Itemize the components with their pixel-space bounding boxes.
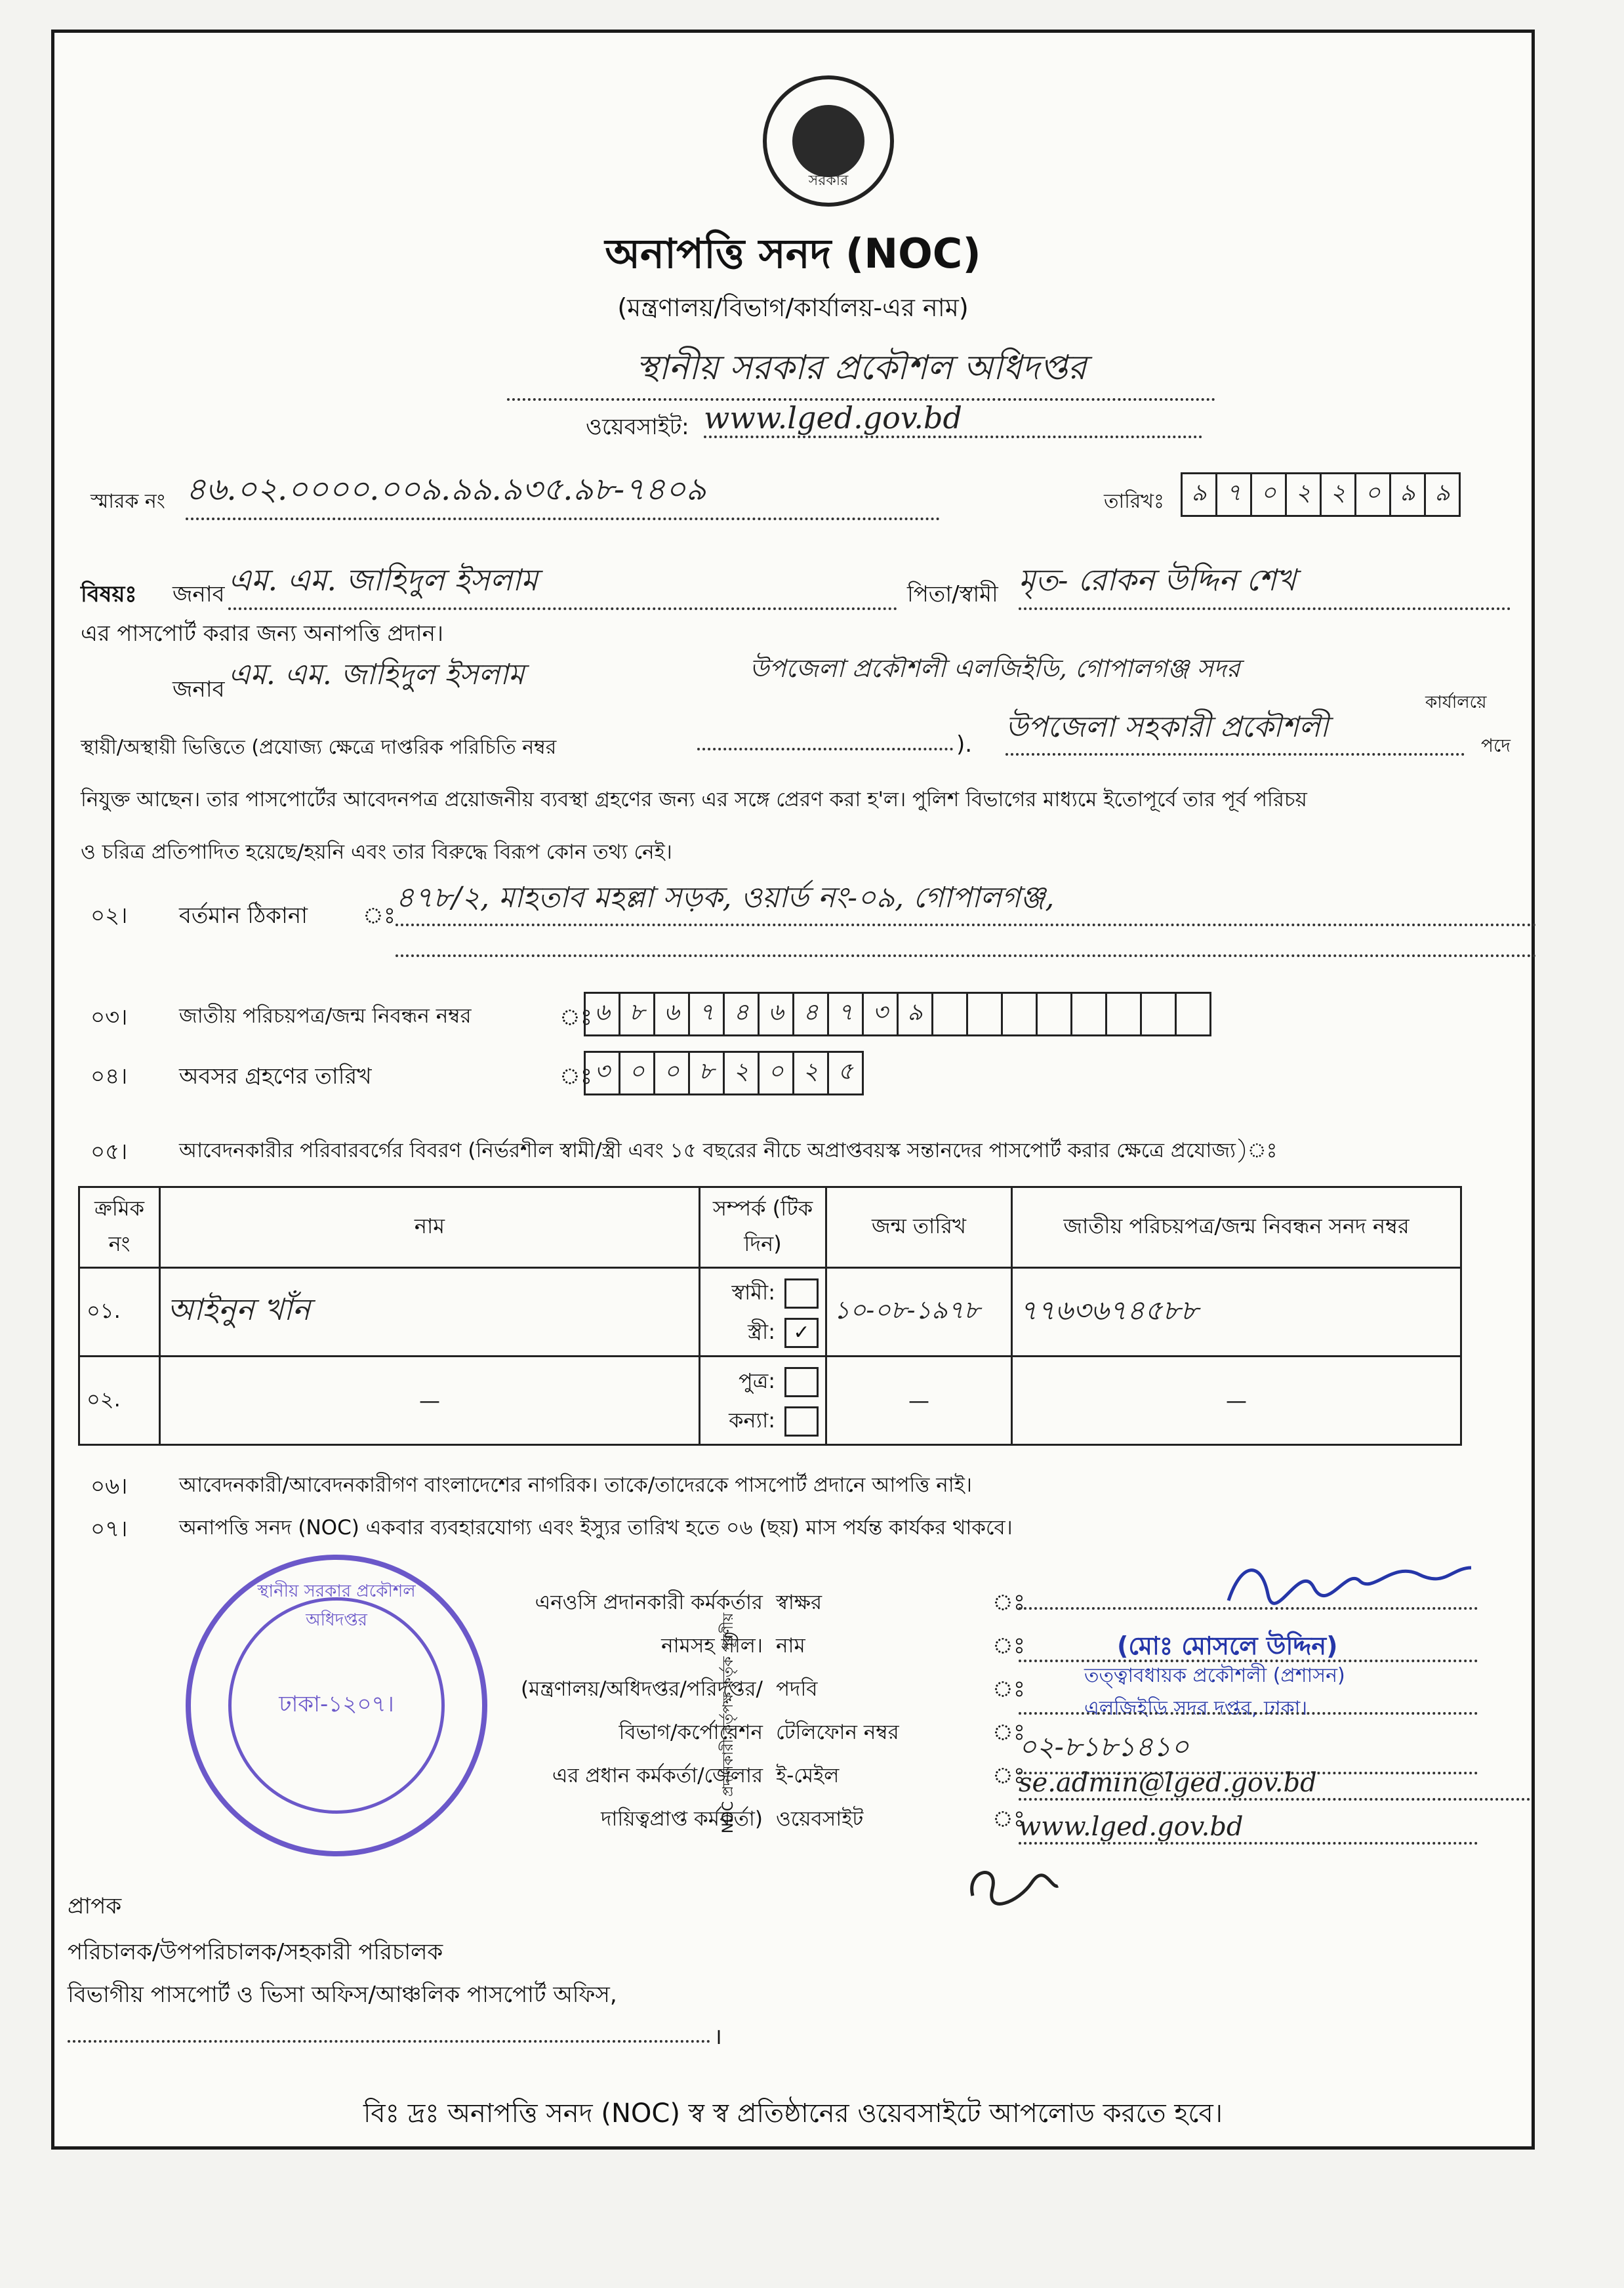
nid-digit-box: ৭: [827, 992, 864, 1036]
recipient-heading: প্রাপক: [68, 1893, 122, 1919]
item-02-number: ০২।: [91, 903, 128, 929]
date-boxes: [1183, 472, 1461, 517]
sign-labels: [776, 1581, 899, 1841]
rel-daughter-label: কন্যা:: [729, 1408, 775, 1433]
item-05-number: ০৫।: [91, 1139, 128, 1165]
signature-icon: [1222, 1548, 1484, 1620]
post-name: উপজেলা সহকারী প্রকৌশলী: [1005, 705, 1465, 756]
close-paren: ).: [956, 731, 973, 758]
item-03-number: ০৩।: [91, 1004, 128, 1031]
rel-son-label: পুত্র:: [738, 1368, 775, 1393]
item-02-colon: ঃ: [363, 903, 396, 929]
rel-husband-checkbox[interactable]: [784, 1278, 819, 1309]
sign-colons: [992, 1581, 1025, 1841]
item-05-label: আবেদনকারীর পরিবারবর্গের বিবরণ (নির্ভরশীল স্বামী/স্ত্রী এবং ১৫ বছরের নীচে অপ্রাপ্তবয়স্ক সন্তানদের পাসপোর্ট করার ক্ষেত্রে প্রযোজ্য)ঃ: [179, 1139, 1278, 1162]
government-seal-icon: [763, 75, 894, 207]
nid-digit-box: [1105, 992, 1142, 1036]
office-id-blank: [697, 748, 953, 750]
retire-digit-box: ০: [758, 1051, 794, 1095]
item-04-colon: ঃ: [559, 1063, 592, 1090]
row-name: আইনুন খাঁন: [160, 1268, 700, 1357]
nid-digit-box: [931, 992, 968, 1036]
para-janab: জনাব: [173, 676, 225, 703]
authority-block: [422, 1581, 763, 1841]
retire-digit-box: ২: [792, 1051, 829, 1095]
authority-line: (মন্ত্রণালয়/অধিদপ্তর/পরিদপ্তর/: [521, 1677, 763, 1701]
date-digit-box: ২: [1320, 472, 1356, 517]
website-field-value: www.lged.gov.bd: [1019, 1812, 1478, 1845]
retire-digit-box: ২: [723, 1051, 760, 1095]
seal-caption: সরকার: [808, 173, 849, 189]
date-digit-box: ০: [1354, 472, 1391, 517]
retire-digit-box: ৮: [688, 1051, 725, 1095]
date-digit-box: ৭: [1215, 472, 1252, 517]
statement-07: অনাপত্তি সনদ (NOC) একবার ব্যবহারযোগ্য এবং ইস্যুর তারিখ হতে ০৬ (ছয়) মাস পর্যন্ত কার্যকর থাকবে।: [179, 1516, 1013, 1540]
initials-icon: [960, 1856, 1065, 1915]
email-value: se.admin@lged.gov.bd: [1019, 1768, 1530, 1801]
retire-digit-box: ০: [619, 1051, 655, 1095]
rel-son-checkbox[interactable]: [784, 1367, 819, 1397]
nid-digit-box: ৭: [688, 992, 725, 1036]
row-dob: ১০-০৮-১৯৭৮: [826, 1268, 1012, 1357]
statement-07-number: ০৭।: [91, 1516, 128, 1542]
item-04-label: অবসর গ্রহণের তারিখ: [179, 1063, 372, 1090]
recipient-line2: পরিচালক/উপপরিচালক/সহকারী পরিচালক: [68, 1939, 443, 1965]
office-label: কার্যালয়ে: [1425, 693, 1487, 712]
sign-label-email: ই-মেইল: [776, 1764, 840, 1787]
recipient-line4: ।: [714, 2024, 722, 2050]
item-03-colon: ঃ: [559, 1004, 592, 1031]
permanent-label: স্থায়ী/অস্থায়ী ভিত্তিতে (প্রযোজ্য ক্ষেত্রে দাপ্তরিক পরিচিতি নম্বর: [81, 736, 557, 759]
family-table: [78, 1186, 1462, 1446]
retire-digit-box: ০: [653, 1051, 690, 1095]
nid-digit-box: [1001, 992, 1038, 1036]
father-name: মৃত- রোকন উদ্দিন শেখ: [1019, 558, 1511, 610]
designation-stamp: তত্ত্বাবধায়ক প্রকৌশলী (প্রশাসন): [1084, 1664, 1345, 1687]
address-line2: [396, 954, 1537, 957]
address-line1: ৪৭৮/২, মাহতাব মহল্লা সড়ক, ওয়ার্ড নং-০৯, গোপালগঞ্জ,: [396, 876, 1537, 926]
statement-06: আবেদনকারী/আবেদনকারীগণ বাংলাদেশের নাগরিক। তাকে/তাদেরকে পাসপোর্ট প্রদানে আপত্তি নাই।: [179, 1473, 973, 1497]
authority-line: এর প্রধান কর্মকর্তা/জেলার: [552, 1764, 763, 1787]
item-03-label: জাতীয় পরিচয়পত্র/জন্ম নিবন্ধন নম্বর: [179, 1004, 472, 1028]
authority-line: দায়িত্বপ্রাপ্ত কর্মকর্তা): [601, 1807, 763, 1831]
para-line3: নিযুক্ত আছেন। তার পাসপোর্টের আবেদনপত্র প্রয়োজনীয় ব্যবস্থা গ্রহণের জন্য এর সঙ্গে প্রেরণ করা হ'ল। পুলিশ বিভাগের মাধ্যমে ইতোপূর্বে তার পূর্ব পরিচয়: [81, 788, 1307, 811]
authority-line: এনওসি প্রদানকারী কর্মকর্তার: [535, 1591, 763, 1614]
col-serial: ক্রমিক নং: [79, 1187, 160, 1268]
date-digit-box: ০: [1250, 472, 1287, 517]
nid-digit-box: ৩: [862, 992, 899, 1036]
noc-form: [51, 30, 1535, 2150]
retire-digit-box: ৫: [827, 1051, 864, 1095]
colon: ঃ: [992, 1633, 1025, 1659]
stamp-ring-text: স্থানীয় সরকার প্রকৌশল অধিদপ্তর: [257, 1582, 416, 1630]
row-dob: —: [826, 1357, 1012, 1445]
row-name: —: [160, 1357, 700, 1445]
nid-boxes: [586, 992, 1211, 1036]
website-label: ওয়েবসাইট:: [586, 414, 689, 440]
statement-06-number: ০৬।: [91, 1473, 128, 1500]
date-label: তারিখঃ: [1104, 490, 1164, 513]
designation-line: [1019, 1712, 1478, 1715]
nid-digit-box: ৮: [619, 992, 655, 1036]
recipient-line3: বিভাগীয় পাসপোর্ট ও ভিসা অফিস/আঞ্চলিক পাসপোর্ট অফিস,: [68, 1982, 617, 2008]
authority-line: বিভাগ/কর্পোরেশন: [619, 1721, 763, 1744]
col-name: নাম: [160, 1187, 700, 1268]
subject-label: বিষয়ঃ: [81, 581, 137, 607]
col-nid: জাতীয় পরিচয়পত্র/জন্ম নিবন্ধন সনদ নম্বর: [1012, 1187, 1461, 1268]
date-digit-box: ৯: [1181, 472, 1217, 517]
sign-label-signature: স্বাক্ষর: [776, 1591, 822, 1614]
colon: ঃ: [992, 1763, 1025, 1789]
date-digit-box: ৯: [1424, 472, 1461, 517]
sign-label-phone: টেলিফোন নম্বর: [776, 1721, 899, 1744]
retire-digit-box: ৩: [584, 1051, 620, 1095]
nid-digit-box: ৬: [758, 992, 794, 1036]
post-label: পদে: [1481, 735, 1511, 756]
rel-wife-label: স্ত্রী:: [748, 1319, 775, 1344]
nid-digit-box: [1175, 992, 1211, 1036]
office-name: উপজেলা প্রকৌশলী এলজিইডি, গোপালগঞ্জ সদর: [750, 654, 1240, 683]
father-label: পিতা/স্বামী: [907, 581, 998, 607]
officer-name-stamp: (মোঃ মোসলে উদ্দিন): [1117, 1631, 1338, 1660]
sign-label-website: ওয়েবসাইট: [776, 1807, 864, 1831]
col-dob: জন্ম তারিখ: [826, 1187, 1012, 1268]
row-nid: —: [1012, 1357, 1461, 1445]
row-serial: ০১.: [79, 1268, 160, 1357]
ministry-name: স্থানীয় সরকার প্রকৌশল অধিদপ্তর: [507, 341, 1215, 401]
memo-label: স্মারক নং: [91, 490, 165, 513]
table-row: [79, 1357, 1461, 1445]
nid-digit-box: [966, 992, 1003, 1036]
rel-wife-checkbox[interactable]: ✓: [784, 1318, 819, 1348]
nid-digit-box: ৪: [723, 992, 760, 1036]
sign-label-name: নাম: [776, 1634, 805, 1658]
colon: ঃ: [992, 1806, 1025, 1832]
authority-vertical: NOC প্রদানকারী কর্তৃপক্ষ কর্তৃক পূরণীয়: [720, 1612, 737, 1833]
stamp-inner: ঢাকা-১২০৭।: [228, 1597, 445, 1814]
seal-emblem: [792, 105, 864, 177]
rel-daughter-checkbox[interactable]: [784, 1406, 819, 1437]
row-serial: ০২.: [79, 1357, 160, 1445]
colon: ঃ: [992, 1589, 1025, 1616]
nid-digit-box: ৬: [584, 992, 620, 1036]
phone-value: ০২-৮১৮১৪১০: [1019, 1725, 1478, 1774]
date-digit-box: ২: [1285, 472, 1322, 517]
sign-label-designation: পদবি: [776, 1677, 818, 1701]
authority-line: নামসহ সীল।: [661, 1634, 763, 1658]
row-relation: [700, 1357, 826, 1445]
colon: ঃ: [992, 1719, 1025, 1746]
subject-line2: এর পাসপোর্ট করার জন্য অনাপত্তি প্রদান।: [81, 621, 444, 647]
footnote: বিঃ দ্রঃ অনাপত্তি সনদ (NOC) স্ব স্ব প্রতিষ্ঠানের ওয়েবসাইটে আপলোড করতে হবে।: [363, 2098, 1223, 2129]
para-line4: ও চরিত্র প্রতিপাদিত হয়েছে/হয়নি এবং তার বিরুদ্ধে বিরূপ কোন তথ্য নেই।: [81, 840, 672, 864]
nid-digit-box: [1140, 992, 1177, 1036]
nid-digit-box: [1070, 992, 1107, 1036]
subject-janab: জনাব: [173, 581, 225, 607]
nid-digit-box: [1036, 992, 1072, 1036]
date-digit-box: ৯: [1389, 472, 1426, 517]
colon: ঃ: [992, 1676, 1025, 1702]
page-title: অনাপত্তি সনদ (NOC): [605, 230, 981, 277]
nid-digit-box: ৯: [897, 992, 933, 1036]
subject-name: এম. এম. জাহিদুল ইসলাম: [228, 558, 897, 610]
rel-husband-label: স্বামী:: [731, 1280, 775, 1305]
retire-boxes: [586, 1051, 864, 1095]
nid-digit-box: ৬: [653, 992, 690, 1036]
item-02-label: বর্তমান ঠিকানা: [179, 903, 308, 929]
row-relation: [700, 1268, 826, 1357]
row-nid: ৭৭৬৩৬৭৪৫৮৮: [1012, 1268, 1461, 1357]
nid-digit-box: ৪: [792, 992, 829, 1036]
page-subtitle: (মন্ত্রণালয়/বিভাগ/কার্যালয়-এর নাম): [617, 293, 969, 322]
para-name: এম. এম. জাহিদুল ইসলাম: [228, 658, 525, 691]
website-value: www.lged.gov.bd: [704, 400, 1202, 438]
recipient-blank-line: [68, 2040, 710, 2043]
office-stamp-text: এলজিইডি সদর দপ্তর, ঢাকা।: [1084, 1697, 1308, 1720]
memo-number: ৪৬.০২.০০০০.০০৯.৯৯.৯৩৫.৯৮-৭৪০৯: [186, 466, 940, 520]
item-04-number: ০৪।: [91, 1063, 128, 1090]
col-relation: সম্পর্ক (টিক দিন): [700, 1187, 826, 1268]
table-row: [79, 1268, 1461, 1357]
